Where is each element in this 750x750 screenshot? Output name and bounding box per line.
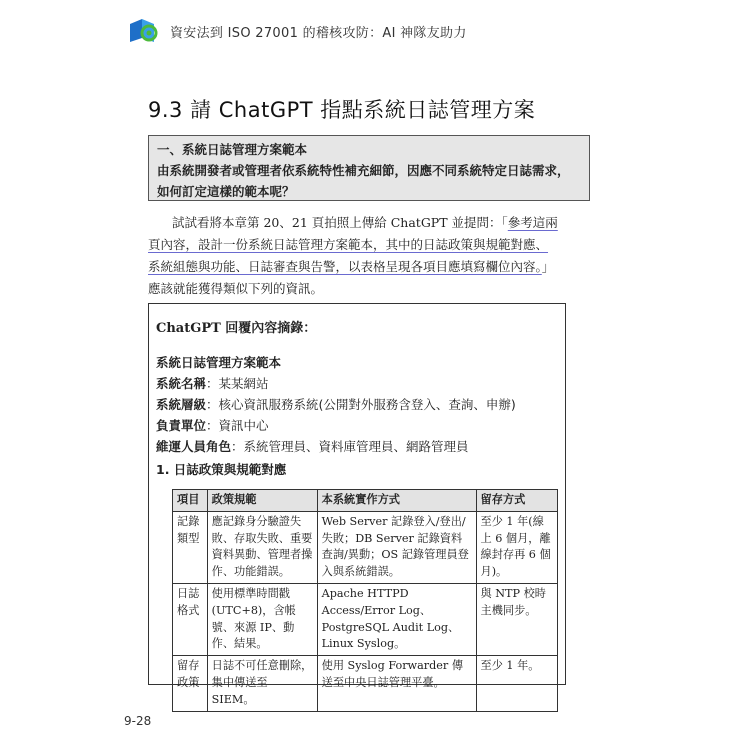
field-label: 負責單位 <box>156 418 207 433</box>
para-quote-1: 參考這兩 <box>507 215 558 230</box>
field-system-name <box>156 374 269 392</box>
section-heading-log-policy: 1. 日誌政策與規範對應 <box>156 462 287 477</box>
table-cell: 至少 1 年。 <box>476 656 558 711</box>
log-policy-table <box>172 489 558 712</box>
field-system-level <box>156 395 516 413</box>
table-cell: 日誌格式 <box>173 583 208 655</box>
table-cell: 記錄類型 <box>173 511 208 583</box>
table-cell: 留存政策 <box>173 656 208 711</box>
column-header: 留存方式 <box>476 490 558 512</box>
field-owner-unit <box>156 416 269 434</box>
field-value: ：系統管理員、資料庫管理員、網路管理員 <box>231 439 469 454</box>
question-box <box>148 135 590 201</box>
table-cell: 使用 Syslog Forwarder 傳送至中央日誌管理平臺。 <box>317 656 476 711</box>
field-ops-roles <box>156 437 469 455</box>
question-heading: 一、系統日誌管理方案範本 <box>157 142 308 157</box>
table-cell: Web Server 記錄登入/登出/失敗；DB Server 記錄資料查詢/異動；OS 記錄管理員登入與系統錯誤。 <box>317 511 476 583</box>
table-cell: 日誌不可任意刪除，集中傳送至 SIEM。 <box>207 656 317 711</box>
running-header: 資安法到 ISO 27001 的稽核攻防：AI 神隊友助力 <box>170 26 467 41</box>
field-label: 維運人員角色 <box>156 439 232 454</box>
para-lead: 試試看將本章第 20、21 頁拍照上傳給 ChatGPT 並提問：「 <box>172 215 508 230</box>
para-quote-3: 系統組態與功能、日誌審查與告警，以表格呈現各項目應填寫欄位內容。 <box>148 259 542 274</box>
table-row <box>173 583 558 655</box>
chatgpt-reply-box <box>148 303 566 706</box>
field-value: ：核心資訊服務系統(公開對外服務含登入、查詢、申辦) <box>206 397 516 412</box>
column-header: 政策規範 <box>207 490 317 512</box>
para-quote-2: 頁內容，設計一份系統日誌管理方案範本，其中的日誌政策與規範對應、 <box>148 237 549 252</box>
table-cell: 使用標準時間戳(UTC+8)，含帳號、來源 IP、動作、結果。 <box>207 583 317 655</box>
table-cell: 至少 1 年(線上 6 個月，離線封存再 6 個月)。 <box>476 511 558 583</box>
field-label: 系統名稱 <box>156 376 207 391</box>
column-header: 項目 <box>173 490 208 512</box>
body-paragraph <box>148 212 590 300</box>
table-row <box>173 511 558 583</box>
table-row <box>173 656 558 711</box>
para-close: 」 <box>541 259 555 274</box>
table-cell: Apache HTTPD Access/Error Log、PostgreSQL Audit Log、Linux Syslog。 <box>317 583 476 655</box>
template-title: 系統日誌管理方案範本 <box>156 355 282 370</box>
page-number: 9-28 <box>124 714 152 728</box>
question-body: 由系統開發者或管理者依系統特性補充細節，因應不同系統特定日誌需求，如何訂定這樣的範本呢？ <box>157 163 570 199</box>
field-label: 系統層級 <box>156 397 207 412</box>
table-header-row <box>173 490 558 512</box>
publisher-logo-icon <box>128 18 158 46</box>
field-value: ：資訊中心 <box>206 418 269 433</box>
column-header: 本系統實作方式 <box>317 490 476 512</box>
field-value: ：某某網站 <box>206 376 269 391</box>
table-cell: 與 NTP 校時主機同步。 <box>476 583 558 655</box>
section-title: 9.3 請 ChatGPT 指點系統日誌管理方案 <box>148 98 536 122</box>
reply-title: ChatGPT 回覆內容摘錄： <box>156 321 317 336</box>
table-cell: 應記錄身分驗證失敗、存取失敗、重要資料異動、管理者操作、功能錯誤。 <box>207 511 317 583</box>
para-tail: 應該就能獲得類似下列的資訊。 <box>148 281 324 296</box>
